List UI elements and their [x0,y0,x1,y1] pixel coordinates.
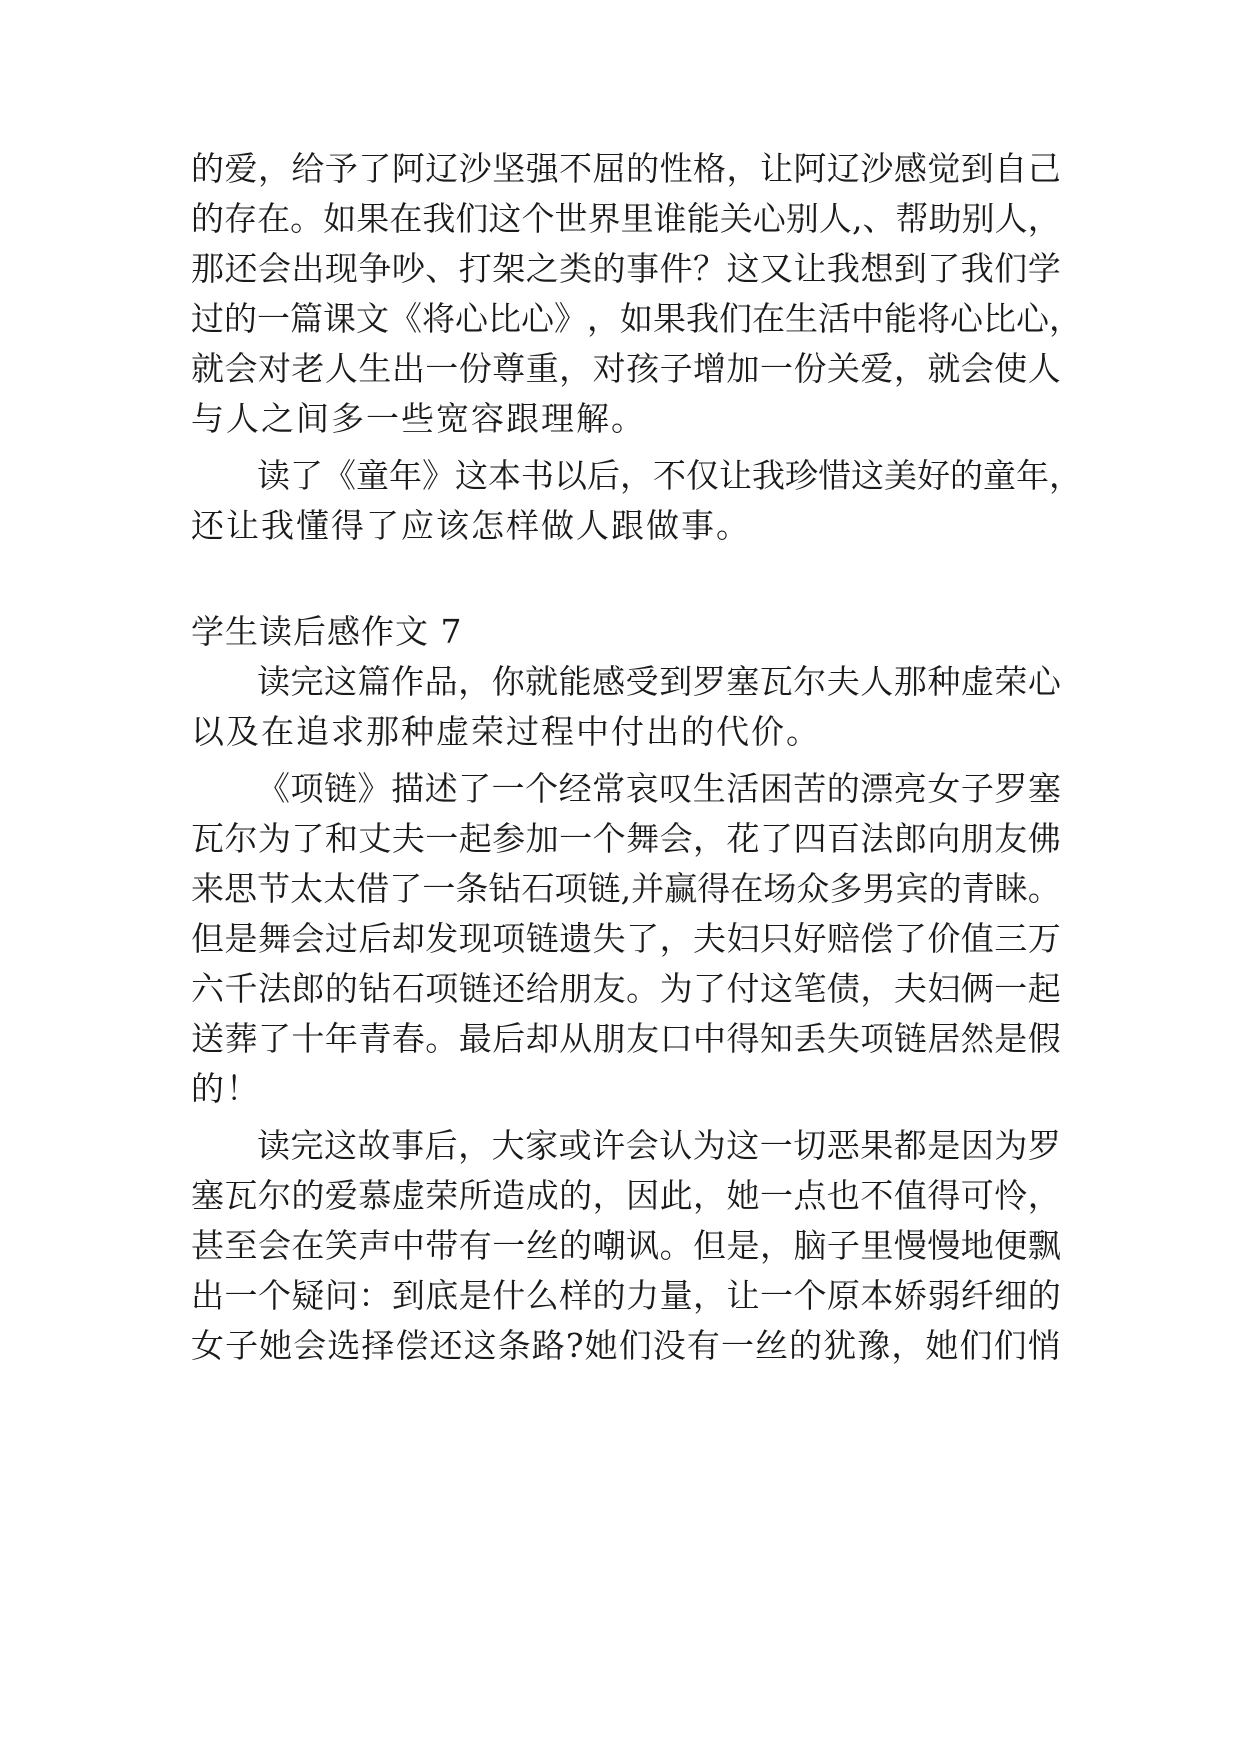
paragraph-line: 读 完 这 篇 作 品 ， 你 就 能 感 受 到 罗 塞 瓦 尔 夫 人 那 种 虚 荣 心 [257,662,1061,701]
paragraph-line: 送 葬 了 十 年 青 春 。 最 后 却 从 朋 友 口 中 得 知 丢 失 项 链 居 然 是 假 [191,1019,1061,1058]
paragraph-line: 来 思 节 太 太 借 了 一 条 钻 石 项 链 , 并 赢 得 在 场 众 多 男 宾 的 青 睐 。 [191,869,1061,908]
paragraph-line: 的 爱 ， 给 予 了 阿 辽 沙 坚 强 不 屈 的 性 格 ， 让 阿 辽 沙 感 觉 到 自 己 [191,149,1061,188]
paragraph-line: 以及在追求那种虚荣过程中付出的代价。 [191,712,821,751]
paragraph-line: 读 完 这 故 事 后 ， 大 家 或 许 会 认 为 这 一 切 恶 果 都 是 因 为 罗 [257,1126,1061,1165]
paragraph-line: 出 一 个 疑 问 ： 到 底 是 什 么 样 的 力 量 ， 让 一 个 原 本 娇 弱 纤 细 的 [191,1276,1061,1315]
paragraph-line: 但 是 舞 会 过 后 却 发 现 项 链 遗 失 了 ， 夫 妇 只 好 赔 偿 了 价 值 三 万 [191,919,1061,958]
paragraph-line: 还让我懂得了应该怎样做人跟做事。 [191,506,751,545]
paragraph-line: 甚 至 会 在 笑 声 中 带 有 一 丝 的 嘲 讽 。 但 是 ， 脑 子 里 慢 慢 地 便 飘 [191,1226,1061,1265]
paragraph-line: 瓦 尔 为 了 和 丈 夫 一 起 参 加 一 个 舞 会 ， 花 了 四 百 法 郎 向 朋 友 佛 [191,819,1061,858]
paragraph-line: 女 子 她 会 选 择 偿 还 这 条 路 ? 她 们 没 有 一 丝 的 犹 豫 ， 她 们 们 悄 [191,1326,1061,1365]
paragraph-line: 六 千 法 郎 的 钻 石 项 链 还 给 朋 友 。 为 了 付 这 笔 债 ， 夫 妇 俩 一 起 [191,969,1061,1008]
paragraph-line: 的 存 在 。 如 果 在 我 们 这 个 世 界 里 谁 能 关 心 别 人 , 、 帮 助 别 人 ， [191,199,1061,238]
section-heading: 学生读后感作文 7 [191,612,463,651]
paragraph-line: 那 还 会 出 现 争 吵 、 打 架 之 类 的 事 件 ？ 这 又 让 我 想 到 了 我 们 学 [191,249,1061,288]
paragraph-line: 塞 瓦 尔 的 爱 慕 虚 荣 所 造 成 的 ， 因 此 ， 她 一 点 也 不 值 得 可 怜 ， [191,1176,1061,1215]
paragraph-line: 《 项 链 》 描 述 了 一 个 经 常 哀 叹 生 活 困 苦 的 漂 亮 女 子 罗 塞 [257,769,1061,808]
paragraph-line: 就 会 对 老 人 生 出 一 份 尊 重 ， 对 孩 子 增 加 一 份 关 爱 ， 就 会 使 人 [191,349,1061,388]
paragraph-line: 过 的 一 篇 课 文 《 将 心 比 心 》 ， 如 果 我 们 在 生 活 中 能 将 心 比 心 ， [191,299,1082,338]
paragraph-line: 与人之间多一些宽容跟理解。 [191,399,646,438]
paragraph-line: 的！ [191,1069,261,1108]
paragraph-line: 读 了 《 童 年 》 这 本 书 以 后 ， 不 仅 让 我 珍 惜 这 美 好 的 童 年 ， [257,456,1082,495]
